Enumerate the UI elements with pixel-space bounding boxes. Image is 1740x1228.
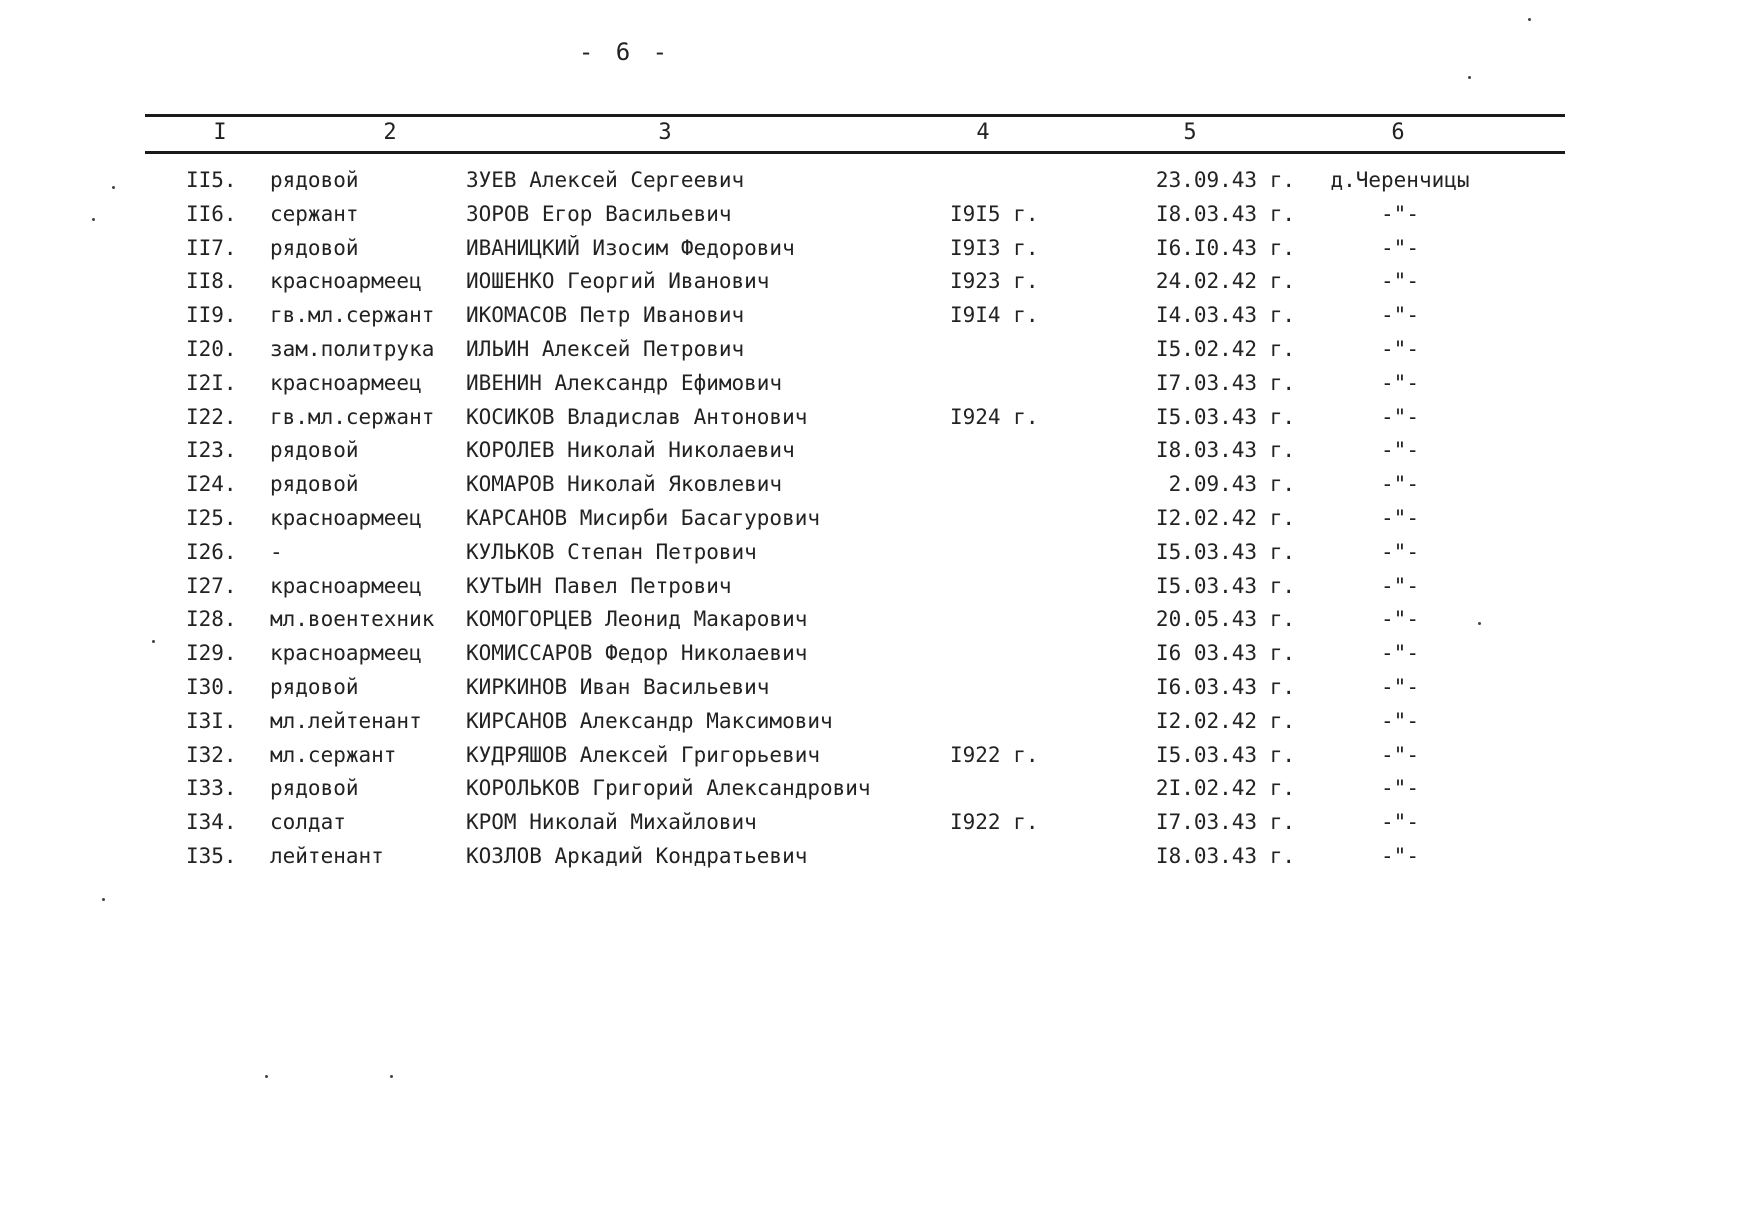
row-rank: - <box>270 539 283 564</box>
row-date: I7.03.43 г. <box>1155 370 1295 395</box>
row-number: II6. <box>186 201 237 226</box>
table-row <box>0 434 1568 468</box>
row-rank: мл.лейтенант <box>270 708 422 733</box>
row-date: I2.02.42 г. <box>1155 708 1295 733</box>
row-rank: гв.мл.сержант <box>270 303 435 328</box>
row-date: 23.09.43 г. <box>1155 168 1295 192</box>
row-place: -"- <box>1381 573 1419 598</box>
row-place: -"- <box>1381 776 1419 801</box>
row-place: -"- <box>1381 303 1419 328</box>
row-name: КРОМ Николай Михайлович <box>466 810 757 835</box>
row-place: -"- <box>1381 370 1419 395</box>
row-place: -"- <box>1381 505 1419 530</box>
row-place: -"- <box>1381 539 1419 564</box>
row-date: I2.02.42 г. <box>1155 505 1295 530</box>
row-rank: рядовой <box>270 472 359 497</box>
table-row <box>0 299 1568 333</box>
row-number: I35. <box>186 843 237 868</box>
row-name: КОЗЛОВ Аркадий Кондратьевич <box>466 843 808 868</box>
row-name: ИВАНИЦКИЙ Изосим Федорович <box>466 235 795 260</box>
row-name: КУЛЬКОВ Степан Петрович <box>466 539 757 564</box>
row-name: КИРКИНОВ Иван Васильевич <box>466 674 770 699</box>
row-number: I29. <box>186 641 237 666</box>
row-place: -"- <box>1381 641 1419 666</box>
row-date: I5.03.43 г. <box>1155 539 1295 564</box>
row-number: I30. <box>186 674 237 699</box>
table-row <box>0 570 1568 604</box>
row-number: I28. <box>186 607 237 632</box>
row-name: ИОШЕНКО Георгий Иванович <box>466 269 770 294</box>
scan-speck <box>102 898 105 901</box>
table-row <box>0 806 1568 840</box>
row-place: -"- <box>1381 404 1419 429</box>
row-name: ЗУЕВ Алексей Сергеевич <box>466 168 745 192</box>
row-rank: солдат <box>270 810 346 835</box>
page-number: - 6 - <box>578 38 672 66</box>
row-place: -"- <box>1381 674 1419 699</box>
row-rank: рядовой <box>270 674 359 699</box>
row-rank: зам.политрука <box>270 336 435 361</box>
row-rank: мл.сержант <box>270 742 397 767</box>
row-place: -"- <box>1381 708 1419 733</box>
row-rank: рядовой <box>270 235 359 260</box>
table-row <box>0 367 1568 401</box>
row-rank: гв.мл.сержант <box>270 404 435 429</box>
row-place: -"- <box>1381 201 1419 226</box>
row-date: I8.03.43 г. <box>1155 843 1295 868</box>
row-name: ИВЕНИН Александр Ефимович <box>466 370 783 395</box>
header-col-4: 4 <box>976 120 990 145</box>
row-rank: красноармеец <box>270 505 422 530</box>
row-number: II5. <box>186 168 237 192</box>
row-name: ЗОРОВ Егор Васильевич <box>466 201 732 226</box>
table-row <box>0 164 1568 198</box>
table-header-rule <box>145 151 1565 154</box>
row-date: I6.03.43 г. <box>1155 674 1295 699</box>
scan-speck <box>265 1075 268 1078</box>
row-rank: рядовой <box>270 776 359 801</box>
row-birth-year: I924 г. <box>950 404 1039 429</box>
table-row <box>0 333 1568 367</box>
table-row <box>0 840 1568 874</box>
row-birth-year: I9I5 г. <box>950 201 1039 226</box>
header-col-5: 5 <box>1183 120 1197 145</box>
row-number: I2I. <box>186 370 237 395</box>
table-body <box>0 164 1568 874</box>
row-date: I8.03.43 г. <box>1155 438 1295 463</box>
row-place: -"- <box>1381 438 1419 463</box>
row-rank: красноармеец <box>270 370 422 395</box>
row-date: 2I.02.42 г. <box>1155 776 1295 801</box>
scan-speck <box>1528 18 1531 21</box>
row-birth-year: I922 г. <box>950 810 1039 835</box>
row-name: КОМИССАРОВ Федор Николаевич <box>466 641 808 666</box>
row-birth-year: I9I4 г. <box>950 303 1039 328</box>
row-name: КОРОЛЬКОВ Григорий Александрович <box>466 776 871 801</box>
table-row <box>0 502 1568 536</box>
row-number: I32. <box>186 742 237 767</box>
row-name: КАРСАНОВ Мисирби Басагурович <box>466 505 821 530</box>
row-name: КОМОГОРЦЕВ Леонид Макарович <box>466 607 808 632</box>
header-col-3: 3 <box>658 120 672 145</box>
row-date: I5.02.42 г. <box>1155 336 1295 361</box>
row-date: I8.03.43 г. <box>1155 201 1295 226</box>
row-name: ИЛЬИН Алексей Петрович <box>466 336 745 361</box>
row-number: I22. <box>186 404 237 429</box>
row-rank: сержант <box>270 201 359 226</box>
row-number: I23. <box>186 438 237 463</box>
row-rank: красноармеец <box>270 641 422 666</box>
row-date: 2.09.43 г. <box>1168 472 1295 497</box>
row-number: II7. <box>186 235 237 260</box>
table-row <box>0 772 1568 806</box>
table-row <box>0 603 1568 637</box>
row-name: КУДРЯШОВ Алексей Григорьевич <box>466 742 821 767</box>
row-number: I20. <box>186 336 237 361</box>
row-place: -"- <box>1381 269 1419 294</box>
row-birth-year: I922 г. <box>950 742 1039 767</box>
table-row <box>0 739 1568 773</box>
row-date: I4.03.43 г. <box>1155 303 1295 328</box>
row-number: I26. <box>186 539 237 564</box>
header-col-6: 6 <box>1391 120 1405 145</box>
scan-speck <box>92 218 95 221</box>
row-place: -"- <box>1381 235 1419 260</box>
row-number: I27. <box>186 573 237 598</box>
row-place: -"- <box>1381 607 1419 632</box>
row-number: II8. <box>186 269 237 294</box>
scan-speck <box>390 1075 393 1078</box>
row-date: I6 03.43 г. <box>1155 641 1295 666</box>
row-rank: мл.воентехник <box>270 607 435 632</box>
row-name: ИКОМАСОВ Петр Иванович <box>466 303 745 328</box>
row-number: I24. <box>186 472 237 497</box>
row-name: КОРОЛЕВ Николай Николаевич <box>466 438 795 463</box>
row-number: II9. <box>186 303 237 328</box>
row-rank: красноармеец <box>270 269 422 294</box>
row-number: I3I. <box>186 708 237 733</box>
row-name: КИРСАНОВ Александр Максимович <box>466 708 833 733</box>
row-rank: рядовой <box>270 438 359 463</box>
row-birth-year: I923 г. <box>950 269 1039 294</box>
row-rank: лейтенант <box>270 843 384 868</box>
row-place: -"- <box>1381 472 1419 497</box>
row-number: I25. <box>186 505 237 530</box>
row-date: I7.03.43 г. <box>1155 810 1295 835</box>
row-birth-year: I9I3 г. <box>950 235 1039 260</box>
table-header <box>0 118 1568 150</box>
row-name: КОМАРОВ Николай Яковлевич <box>466 472 783 497</box>
row-place: -"- <box>1381 742 1419 767</box>
row-place: -"- <box>1381 843 1419 868</box>
table-row <box>0 198 1568 232</box>
scan-speck <box>1478 622 1481 625</box>
scan-speck <box>112 186 115 189</box>
table-row <box>0 671 1568 705</box>
row-date: I6.I0.43 г. <box>1155 235 1295 260</box>
row-place: -"- <box>1381 810 1419 835</box>
row-date: 24.02.42 г. <box>1155 269 1295 294</box>
table-row <box>0 401 1568 435</box>
row-number: I33. <box>186 776 237 801</box>
row-date: I5.03.43 г. <box>1155 404 1295 429</box>
table-row <box>0 705 1568 739</box>
scan-speck <box>1468 76 1471 79</box>
row-rank: красноармеец <box>270 573 422 598</box>
row-place: д.Черенчицы <box>1330 168 1470 192</box>
table-row <box>0 637 1568 671</box>
row-number: I34. <box>186 810 237 835</box>
row-date: I5.03.43 г. <box>1155 573 1295 598</box>
table-row <box>0 265 1568 299</box>
header-col-1: I <box>213 120 227 145</box>
row-date: I5.03.43 г. <box>1155 742 1295 767</box>
row-place: -"- <box>1381 336 1419 361</box>
table-top-rule <box>145 114 1565 117</box>
row-date: 20.05.43 г. <box>1155 607 1295 632</box>
table-row <box>0 232 1568 266</box>
row-rank: рядовой <box>270 168 359 192</box>
header-col-2: 2 <box>383 120 397 145</box>
table-row <box>0 536 1568 570</box>
row-name: КОСИКОВ Владислав Антонович <box>466 404 808 429</box>
scan-speck <box>152 640 155 643</box>
table-row <box>0 468 1568 502</box>
row-name: КУТЬИН Павел Петрович <box>466 573 732 598</box>
